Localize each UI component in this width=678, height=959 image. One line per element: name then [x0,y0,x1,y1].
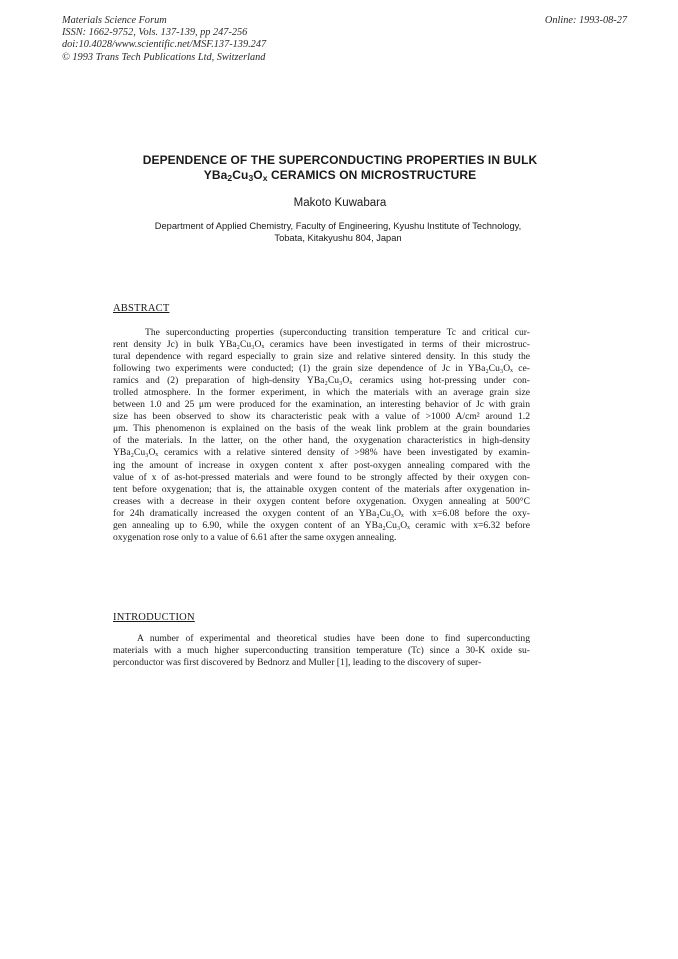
paper-title [60,153,620,183]
doi-line[interactable]: doi:10.4028/www.scientific.net/MSF.137-139.247 [62,39,267,51]
text-line: perconductor was first discovered by Bednorz and Muller [1], leading to the discovery of super- [113,657,482,669]
affiliation-line-2: Tobata, Kitakyushu 804, Japan [274,233,402,243]
title-line-2: $YBa_2Cu_3O_x$ CERAMICS ON MICROSTRUCTURE [203,168,477,183]
text-line: creases with a decrease in their oxygen content before oxygenation. Oxygen annealing at 500°C [113,495,530,507]
online-date: Online: 1993-08-27 [544,15,627,26]
text-line: A number of experimental and theoretical studies have been done to find superconducting [137,633,530,644]
journal-name: Materials Science Forum [62,15,167,26]
text-line: trolled atmosphere. In the former experiment, in which the materials with an average grain size [113,387,530,399]
text-line: μm. This phenomenon is explained on the basis of the weak link problem at the grain boundaries [113,423,530,435]
affiliation-line-1: Department of Applied Chemistry, Faculty of Engineering, Kyushu Institute of Technology, [154,221,522,231]
text-line: The superconducting properties (superconducting transition temperature Tc and critical cur- [145,327,530,338]
text-line: value of x of as-hot-pressed materials and were found to be strongly affected by their oxygen con- [113,471,530,483]
abstract-body [113,327,530,544]
text-line: gen annealing up to 6.90, while the oxygen content of an YBa₂Cu₃Oₓ ceramic with x=6.32 before [113,519,530,531]
text-line: YBa₂Cu₃Oₓ ceramics with a relative sintered density of >98% have been investigated by examin- [113,447,530,459]
title-line-1: DEPENDENCE OF THE SUPERCONDUCTING PROPERTIES IN BULK [142,153,538,167]
text-line: for 24h dramatically increased the oxygen content of an YBa₂Cu₃Oₓ with x=6.08 before the oxy- [113,507,530,519]
text-line: following two experiments were conducted; (1) the grain size dependence of Jc in YBa₂Cu₃Oₓ ce- [113,363,530,375]
text-line: oxygenation rose only to a value of 6.61 after the same oxygen annealing. [113,531,397,543]
text-line: rent density Jc) in bulk YBa₂Cu₃Oₓ ceramics have been investigated in terms of their microstruc- [113,339,530,351]
text-line: size has been observed to show its characteristic peak with a value of >1000 A/cm² around 1.2 [113,411,530,423]
affiliation [60,220,616,244]
introduction-heading: INTRODUCTION [113,612,195,623]
text-line: materials with a much higher superconducting transition temperature (Tc) since a 30-K oxide su- [113,645,530,657]
text-line: between 1.0 and 25 μm were produced for the examination, an interesting behavior of Jc with grain [113,399,530,411]
author-name: Makoto Kuwabara [293,197,387,209]
text-line: tural dependence with regard especially to grain size and relative sintered density. In this study the [113,351,530,363]
journal-header [62,15,266,64]
text-line: of the materials. In the latter, on the other hand, the oxygenation characteristics in high-density [113,435,530,447]
abstract-heading: ABSTRACT [113,303,170,314]
issn-line: ISSN: 1662-9752, Vols. 137-139, pp 247-256 [62,27,248,39]
text-line: tent before oxygenation; that is, the attainable oxygen content of the materials after oxygenation in- [113,483,530,495]
text-line: ing the amount of increase in oxygen content x after post-oxygen annealing compared with the [113,459,530,471]
text-line: ramics and (2) preparation of high-density YBa₂Cu₃Oₓ ceramics using hot-pressing under con- [113,375,530,387]
copyright-line: © 1993 Trans Tech Publications Ltd, Switzerland [62,51,266,63]
introduction-body [113,633,530,669]
